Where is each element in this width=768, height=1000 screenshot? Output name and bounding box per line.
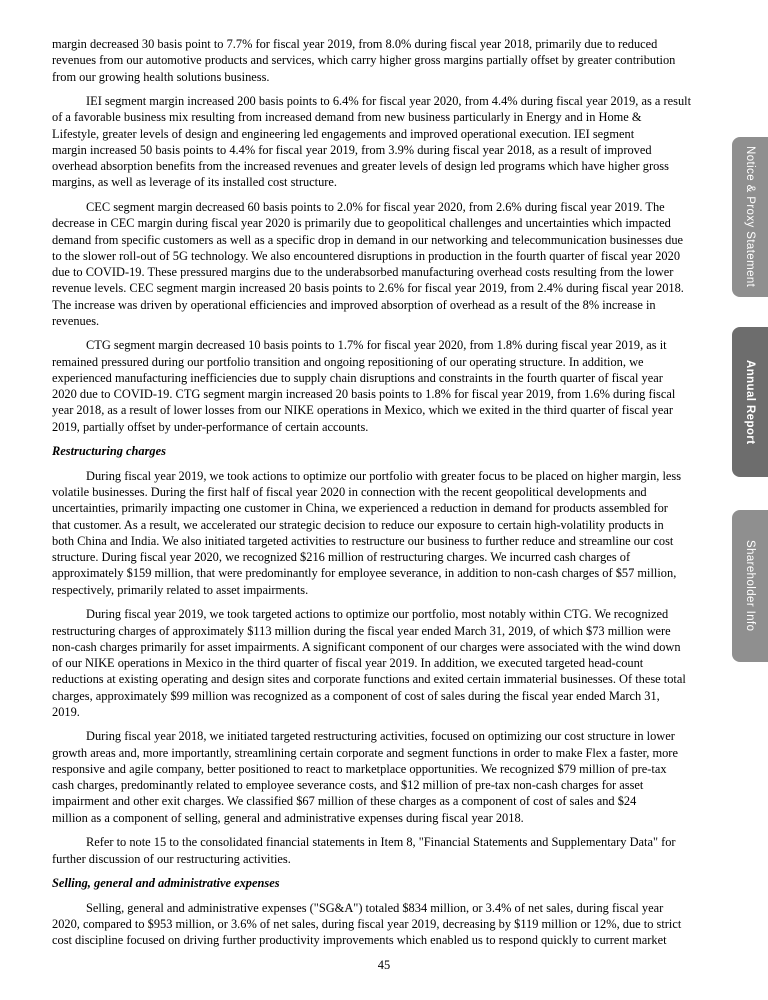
text-line: revenue levels. CEC segment margin increased 20 basis points to 2.6% for fiscal year 2019, from 2.4% during fiscal year 2018. — [52, 281, 684, 296]
paragraph-iei-segment-margin — [52, 93, 716, 191]
text-line: demand from specific customers as well as a specific drop in demand in our networking and telecommunication businesses due — [52, 232, 684, 247]
page-number: 45 — [377, 958, 391, 972]
text-line: cash charges, predominantly related to employee severance costs, and $12 million of pre-tax non-cash charges for asset — [52, 778, 644, 793]
text-line: that customer. As a result, we accelerated our strategic decision to reduce our exposure to certain high-volatility products in — [52, 517, 664, 532]
text-line: responsive and agile company, better positioned to react to marketplace opportunities. We recognized $79 million of pre-tax — [52, 761, 667, 776]
paragraph-restructuring-fy2020 — [52, 468, 716, 598]
text-line: both China and India. We also initiated targeted activities to restructure our business to further reduce and streamline our cost — [52, 533, 674, 548]
text-line: 2019, partially offset by under-performance of certain accounts. — [52, 419, 369, 434]
text-line: of a favorable business mix resulting from increased demand from new business particularly in Energy and in Home & — [52, 110, 642, 125]
text-line: 2020, compared to $953 million, or 3.6% of net sales, during fiscal year 2019, decreasing by $119 million or 12%, due to strict — [52, 917, 682, 932]
text-line: impairment and other exit charges. We classified $67 million of these charges as a component of cost of sales and $24 — [52, 794, 637, 809]
tab-label: Notice & Proxy Statement — [744, 146, 756, 288]
text-line: structure. During fiscal year 2020, we recognized $216 million of restructuring charges. We incurred cash charges of — [52, 550, 631, 565]
heading-sga-expenses: Selling, general and administrative expenses — [52, 876, 280, 891]
text-line: margin decreased 30 basis point to 7.7% for fiscal year 2019, from 8.0% during fiscal year 2018, primarily due to reduced — [52, 37, 658, 51]
text-line: revenues. — [52, 313, 100, 328]
paragraph-restructuring-fy2019 — [52, 606, 716, 720]
text-line: IEI segment margin increased 200 basis points to 6.4% for fiscal year 2020, from 4.4% during fiscal year 2019, as a result — [86, 94, 692, 109]
text-line: of our NIKE operations in Mexico in the third quarter of fiscal year 2019. In addition, we executed targeted head-count — [52, 656, 644, 671]
text-line: CEC segment margin decreased 60 basis points to 2.0% for fiscal year 2020, from 2.6% during fiscal year 2019. The — [86, 200, 665, 215]
text-line: Selling, general and administrative expenses ("SG&A") totaled $834 million, or 3.4% of net sales, during fiscal year — [86, 900, 664, 915]
document-body — [52, 36, 716, 957]
text-line: volatile businesses. During the first half of fiscal year 2020 in connection with the recent geopolitical developments and — [52, 485, 647, 500]
text-line: During fiscal year 2019, we took targeted actions to optimize our portfolio, most notably within CTG. We recognized — [86, 607, 669, 622]
text-line: revenues from our automotive products and services, which carry higher gross margins partially offset by greater contribution — [52, 53, 676, 68]
text-line: approximately $159 million, that were predominantly for employee severance, in addition to non-cash charges of $57 million, — [52, 566, 677, 581]
tab-annual-report[interactable] — [732, 327, 768, 477]
text-line: Refer to note 15 to the consolidated financial statements in Item 8, "Financial Statements and Supplementary Data" for — [86, 835, 676, 850]
text-line: CTG segment margin decreased 10 basis points to 1.7% for fiscal year 2020, from 1.8% during fiscal year 2019, as it — [86, 338, 667, 353]
text-line: million as a component of selling, general and administrative expenses during fiscal year 2018. — [52, 810, 524, 825]
text-line: non-cash charges primarily for asset impairments. A significant component of our charges were associated with the wind down — [52, 639, 681, 654]
text-line: due to COVID-19. These pressured margins due to the underabsorbed manufacturing overhead costs resulting from the lower — [52, 265, 674, 280]
paragraph-gross-margin-continued — [52, 36, 716, 85]
paragraph-ctg-segment-margin — [52, 337, 716, 435]
text-line: The increase was driven by operational efficiencies and improved absorption of overhead as a result of the 8% increase in — [52, 297, 656, 312]
paragraph-cec-segment-margin — [52, 199, 716, 329]
text-line: uncertainties, primarily impacting one customer in China, we experienced a reduction in demand for products assembled for — [52, 501, 668, 516]
text-line: growth areas and, more importantly, streamlining certain corporate and segment functions in order to make Flex a faster, more — [52, 745, 678, 760]
text-line: further discussion of our restructuring activities. — [52, 851, 291, 866]
paragraph-sga — [52, 900, 716, 949]
text-line: experienced manufacturing inefficiencies due to supply chain disruptions and constraints in the fourth quarter of fiscal year — [52, 370, 663, 385]
text-line: restructuring charges of approximately $113 million during the fiscal year ended March 31, 2019, of which $73 million were — [52, 623, 671, 638]
text-line: charges, approximately $99 million was recognized as a component of cost of sales during the fiscal year ended March 31, — [52, 688, 660, 703]
text-line: decrease in CEC margin during fiscal year 2020 is primarily due to geopolitical challenges and uncertainties which impacted — [52, 216, 671, 231]
text-line: reductions at existing operating and design sites and corporate functions and exited certain immaterial businesses. Of these total — [52, 672, 686, 687]
text-line: from our growing health solutions business. — [52, 69, 270, 84]
tab-label: Shareholder Info — [744, 540, 756, 632]
text-line: 2020 due to COVID-19. CTG segment margin increased 20 basis points to 1.8% for fiscal year 2019, from 1.6% during fiscal — [52, 387, 676, 402]
text-line: During fiscal year 2018, we initiated targeted restructuring activities, focused on optimizing our cost structure in lower — [86, 729, 675, 744]
heading-restructuring-charges: Restructuring charges — [52, 444, 166, 459]
tab-shareholder-info[interactable] — [732, 510, 768, 662]
text-line: margin increased 50 basis points to 4.4% for fiscal year 2019, from 3.9% during fiscal year 2018, as a result of improved — [52, 142, 652, 157]
text-line: margins, as well as leverage of its installed cost structure. — [52, 175, 338, 190]
paragraph-note-reference — [52, 834, 716, 867]
text-line: year 2018, as a result of lower losses from our NIKE operations in Mexico, which we exited in the third quarter of fiscal year — [52, 403, 674, 418]
text-line: During fiscal year 2019, we took actions to optimize our portfolio with greater focus to be placed on higher margin, less — [86, 468, 682, 483]
tab-notice-proxy-statement[interactable] — [732, 137, 768, 297]
text-line: 2019. — [52, 704, 80, 719]
text-line: remained pressured during our portfolio transition and ongoing repositioning of our operating structure. In addition, we — [52, 354, 644, 369]
tab-label: Annual Report — [744, 359, 756, 445]
text-line: Lifestyle, greater levels of design and engineering led engagements and improved operational execution. IEI segment — [52, 126, 635, 141]
text-line: overhead absorption benefits from the increased revenues and greater levels of design led programs which have higher gross — [52, 159, 669, 174]
paragraph-restructuring-fy2018 — [52, 728, 716, 826]
text-line: to the slower roll-out of 5G technology. We also encountered disruptions in production in the fourth quarter of fiscal year 2020 — [52, 248, 681, 263]
text-line: respectively, primarily related to asset impairments. — [52, 582, 309, 597]
text-line: cost discipline focused on driving further productivity improvements which enabled us to respond quickly to current market — [52, 933, 667, 948]
